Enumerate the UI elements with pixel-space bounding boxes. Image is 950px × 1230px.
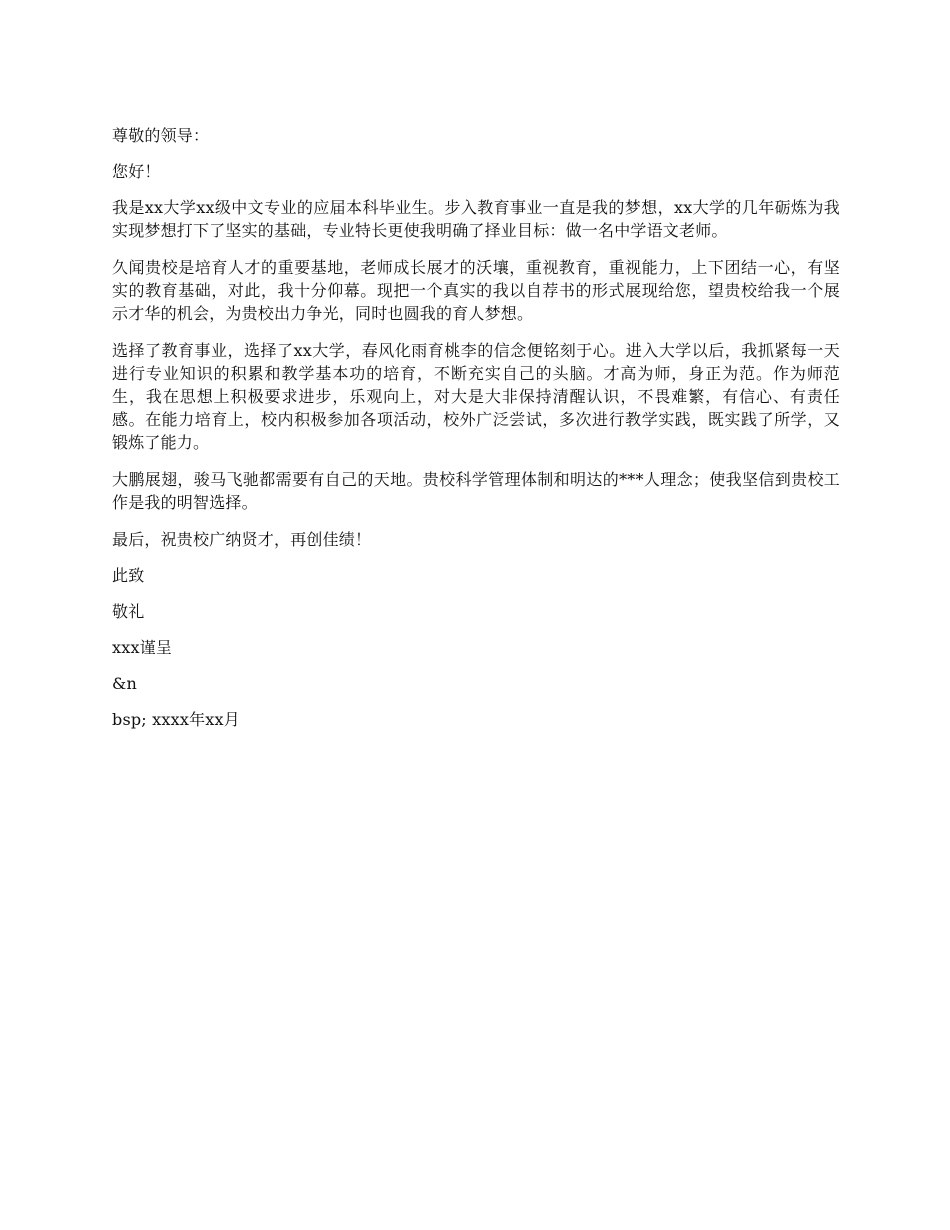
greeting: 您好！ xyxy=(112,162,161,181)
paragraph-choice: 大鹏展翅，骏马飞驰都需要有自己的天地。贵校科学管理体制和明达的***人理念；使我坚信到贵校工作是我的明智选择。 xyxy=(112,470,840,512)
salutation: 尊敬的领导： xyxy=(112,126,210,145)
closing-line-2: 敬礼 xyxy=(112,602,145,621)
letter-body xyxy=(112,124,840,744)
paragraph-experience: 选择了教育事业，选择了xx大学，春风化雨育桃李的信念便铭刻于心。进入大学以后，我抓紧每一天进行专业知识的积累和教学基本功的培育，不断充实自己的头脑。才高为师，身正为范。作为师范生，我在思想上积极要求进步，乐观向上，对大是大非保持清醒认识，不畏难繁，有信心、有责任感。在能力培育上，校内积极参加各项活动，校外广泛尝试，多次进行教学实践，既实践了所学，又锻炼了能力。 xyxy=(112,341,840,452)
closing-wish: 最后，祝贵校广纳贤才，再创佳绩！ xyxy=(112,530,372,549)
signature: xxx谨呈 xyxy=(112,638,173,657)
closing-line-1: 此致 xyxy=(112,566,145,585)
paragraph-school: 久闻贵校是培育人才的重要基地，老师成长展才的沃壤，重视教育，重视能力，上下团结一心，有坚实的教育基础，对此，我十分仰幕。现把一个真实的我以自荐书的形式展现给您，望贵校给我一个展示才华的机会，为贵校出力争光，同时也圆我的育人梦想。 xyxy=(112,258,840,323)
stray-fragment: &n xyxy=(112,674,137,693)
paragraph-intro: 我是xx大学xx级中文专业的应届本科毕业生。步入教育事业一直是我的梦想，xx大学的几年砺炼为我实现梦想打下了坚实的基础，专业特长更使我明确了择业目标：做一名中学语文老师。 xyxy=(112,198,840,240)
date-line: bsp; xxxx年xx月 xyxy=(112,710,240,729)
